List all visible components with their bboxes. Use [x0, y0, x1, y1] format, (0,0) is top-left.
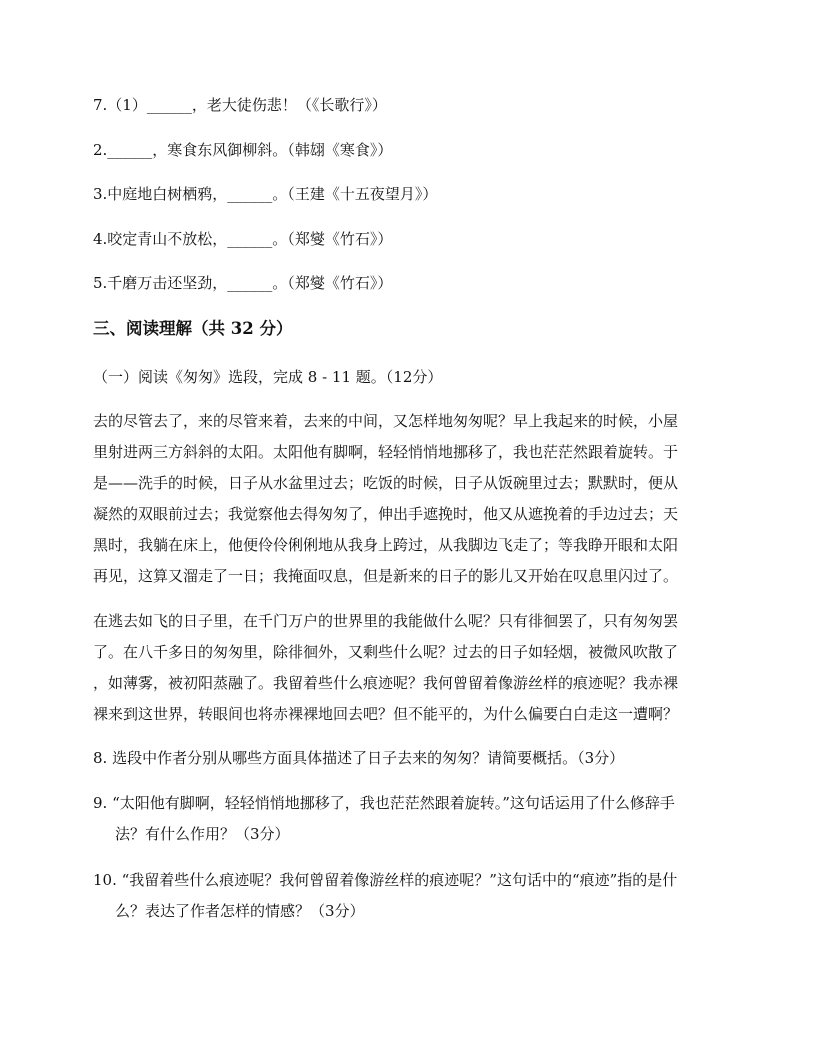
passage-line: 去的尽管去了，来的尽管来着，去来的中间，又怎样地匆匆呢？早上我起来的时候，小屋: [93, 412, 679, 430]
question-text: 8. 选段中作者分别从哪些方面具体描述了日子去来的匆匆？请简要概括。（3分）: [93, 749, 625, 767]
question-text: 10. “我留着些什么痕迹呢？我何曾留着像游丝样的痕迹呢？”这句话中的“痕迹”指的是什: [93, 871, 678, 889]
passage-line: 凝然的双眼前过去；我觉察他去得匆匆了，伸出手遮挽时，他又从遮挽着的手边过去；天: [93, 505, 679, 523]
passage-line: 裸来到这世界，转眼间也将赤裸裸地回去吧？但不能平的，为什么偏要白白走这一遭啊？: [93, 705, 679, 723]
passage-line: ，如薄雾，被初阳蒸融了。我留着些什么痕迹呢？我何曾留着像游丝样的痕迹呢？我赤裸: [93, 674, 679, 692]
passage-line: 是——洗手的时候，日子从水盆里过去；吃饭的时候，日子从饭碗里过去；默默时，便从: [93, 474, 679, 492]
passage-paragraph-2: [93, 606, 721, 730]
question-10: [93, 865, 723, 927]
fill-blank-item-4: 4.咬定青山不放松，______。（郑燮《竹石》）: [93, 230, 393, 248]
fill-blank-item-3: 3.中庭地白树栖鸦，______。（王建《十五夜望月》）: [93, 185, 438, 203]
question-text-continued: 法？有什么作用？（3分）: [115, 825, 290, 843]
passage-line: 了。在八千多日的匆匆里，除徘徊外，又剩些什么呢？过去的日子如轻烟，被微风吹散了: [93, 643, 679, 661]
section-title: 三、阅读理解（共 32 分）: [93, 319, 293, 338]
question-8: [93, 743, 723, 774]
question-text: 9. “太阳他有脚啊，轻轻悄悄地挪移了，我也茫茫然跟着旋转。”这句话运用了什么修辞手: [93, 794, 675, 812]
question-9: [93, 788, 723, 850]
passage-paragraph-1: [93, 406, 721, 592]
fill-blank-item-7: 7.（1）______，老大徒伤悲！（《长歌行》）: [93, 96, 387, 114]
passage-line: 里射进两三方斜斜的太阳。太阳他有脚啊，轻轻悄悄地挪移了，我也茫茫然跟着旋转。于: [93, 443, 679, 461]
passage-line: 黑时，我躺在床上，他便伶伶俐俐地从我身上跨过，从我脚边飞走了；等我睁开眼和太阳: [93, 536, 679, 554]
fill-blank-item-2: 2.______，寒食东风御柳斜。（韩翃《寒食》）: [93, 141, 393, 159]
passage-line: 再见，这算又溜走了一日；我掩面叹息，但是新来的日子的影儿又开始在叹息里闪过了。: [93, 567, 679, 585]
sub-title: （一）阅读《匆匆》选段，完成 8 - 11 题。（12分）: [93, 368, 443, 386]
question-text-continued: 么？表达了作者怎样的情感？（3分）: [115, 902, 365, 920]
passage-line: 在逃去如飞的日子里，在千门万户的世界里的我能做什么呢？只有徘徊罢了，只有匆匆罢: [93, 612, 679, 630]
fill-blank-item-5: 5.千磨万击还坚劲，______。（郑燮《竹石》）: [93, 274, 393, 292]
